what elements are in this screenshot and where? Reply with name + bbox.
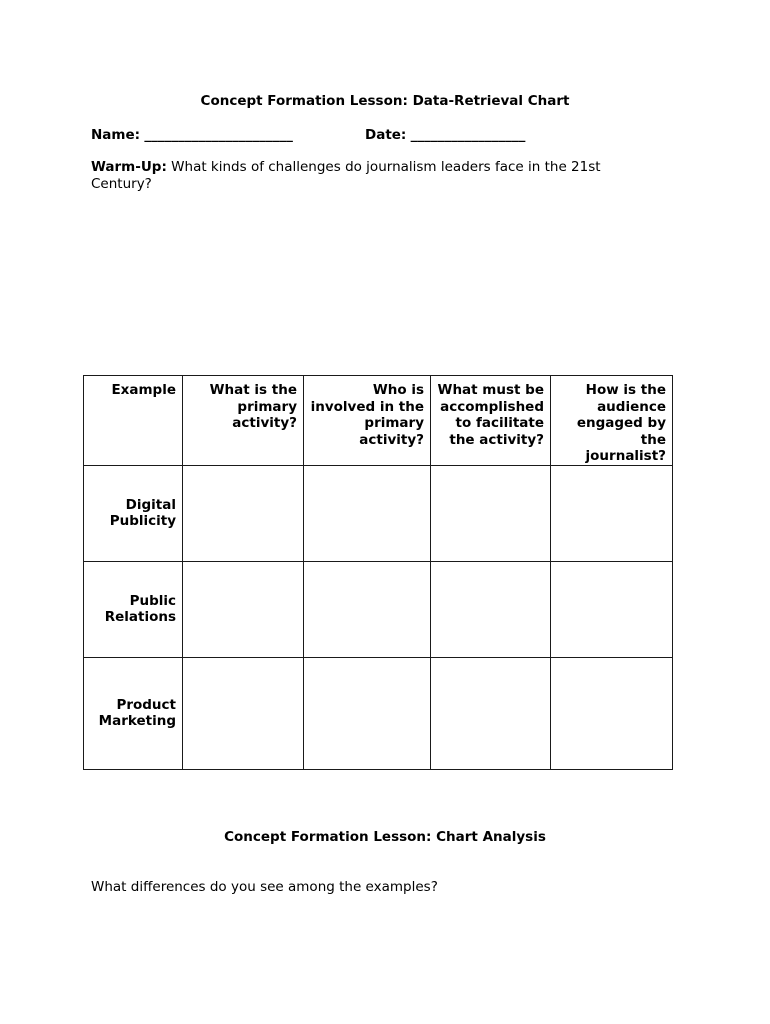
header-example: Example [84, 376, 183, 466]
analysis-title: Concept Formation Lesson: Chart Analysis [224, 829, 546, 845]
row-label-product-marketing: Product Marketing [84, 657, 183, 769]
row-label-public-relations: Public Relations [84, 561, 183, 657]
name-blank: ______________________ [144, 127, 293, 143]
header-who-involved: Who is involved in the primary activity? [304, 376, 431, 466]
date-blank: _________________ [410, 127, 526, 143]
table-cell[interactable] [551, 561, 673, 657]
row-label-digital-publicity: Digital Publicity [84, 465, 183, 561]
table-cell[interactable] [551, 465, 673, 561]
table-cell[interactable] [431, 657, 551, 769]
header-primary-activity: What is the primary activity? [183, 376, 304, 466]
name-date-line [91, 127, 526, 143]
table-cell[interactable] [304, 561, 431, 657]
table-row [84, 657, 673, 769]
name-label: Name: [91, 127, 141, 143]
analysis-question: What differences do you see among the examples? [91, 879, 438, 895]
table-header-row [84, 376, 673, 466]
date-field[interactable] [365, 127, 525, 143]
table-cell[interactable] [304, 465, 431, 561]
table-cell[interactable] [431, 561, 551, 657]
table-cell[interactable] [551, 657, 673, 769]
header-audience-engaged: How is the audience engaged by the journalist? [551, 376, 673, 466]
name-field[interactable] [91, 127, 293, 143]
header-must-accomplish: What must be accomplished to facilitate the activity? [431, 376, 551, 466]
table-row [84, 561, 673, 657]
table-cell[interactable] [183, 465, 304, 561]
table-cell[interactable] [183, 561, 304, 657]
table-cell[interactable] [304, 657, 431, 769]
warmup-prompt [91, 159, 651, 193]
table-cell[interactable] [183, 657, 304, 769]
page-title: Concept Formation Lesson: Data-Retrieval Chart [200, 93, 570, 109]
table-row [84, 465, 673, 561]
table-cell[interactable] [431, 465, 551, 561]
warmup-label: Warm-Up: [91, 159, 167, 175]
data-retrieval-table [83, 375, 673, 770]
warmup-text: What kinds of challenges do journalism leaders face in the 21st Century? [91, 159, 601, 192]
date-label: Date: [365, 127, 407, 143]
